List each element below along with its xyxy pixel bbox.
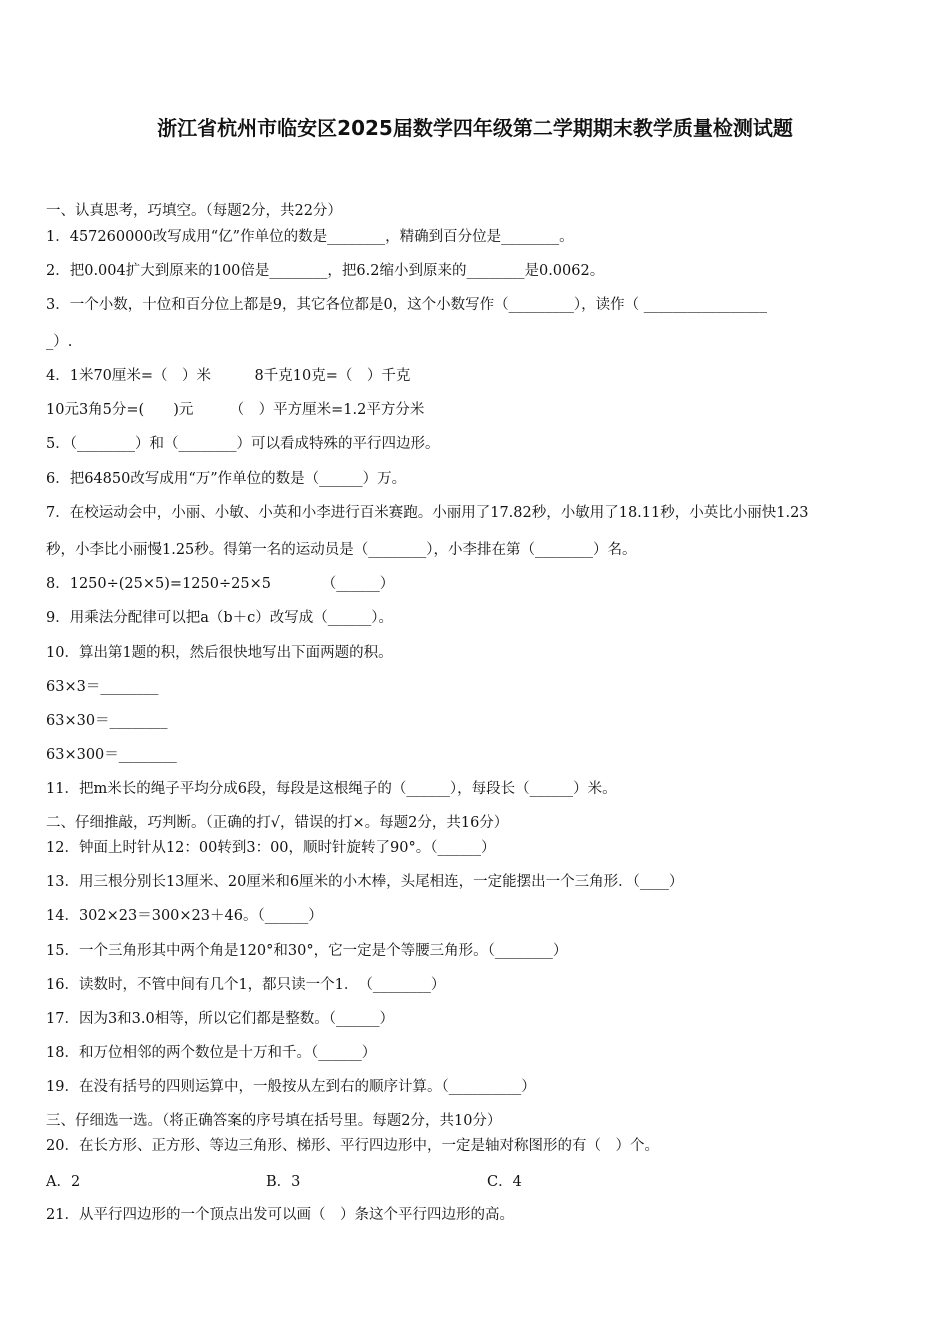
q20-option-b: B．3: [266, 1174, 301, 1190]
question-3-continued: _）.: [46, 334, 73, 350]
question-12: 12．钟面上时针从12：00转到3：00，顺时针旋转了90°。（______）: [46, 840, 496, 856]
question-20: 20．在长方形、正方形、等边三角形、梯形、平行四边形中，一定是轴对称图形的有（ ）个。: [46, 1138, 659, 1154]
section-1-heading: 一、认真思考，巧填空。（每题2分，共22分）: [46, 203, 342, 219]
question-11: 11．把m米长的绳子平均分成6段，每段是这根绳子的（______），每段长（______）米。: [46, 781, 617, 797]
question-19: 19．在没有括号的四则运算中，一般按从左到右的顺序计算。（__________）: [46, 1079, 536, 1095]
question-9: 9．用乘法分配律可以把a（b＋c）改写成（______）。: [46, 610, 394, 626]
question-5: 5．（________）和（________）可以看成特殊的平行四边形。: [46, 436, 440, 452]
question-8: 8．1250÷(25×5)=1250÷25×5 （______）: [46, 576, 395, 592]
section-3-heading: 三、仔细选一选。（将正确答案的序号填在括号里。每题2分，共10分）: [46, 1113, 502, 1129]
question-17: 17．因为3和3.0相等，所以它们都是整数。（______）: [46, 1011, 394, 1027]
page-title: 浙江省杭州市临安区2025届数学四年级第二学期期末教学质量检测试题: [157, 116, 793, 140]
question-7: 7．在校运动会中，小丽、小敏、小英和小李进行百米赛跑。小丽用了17.82秒，小敏用了18.11秒，小英比小丽快1.23: [46, 505, 809, 521]
q20-option-a: A．2: [46, 1174, 81, 1190]
question-10-item-2: 63×30＝________: [46, 713, 168, 729]
section-2-heading: 二、仔细推敲，巧判断。（正确的打√，错误的打×。每题2分，共16分）: [46, 815, 509, 831]
question-7-continued: 秒，小李比小丽慢1.25秒。得第一名的运动员是（________），小李排在第（________）名。: [46, 542, 637, 558]
question-1: 1．457260000改写成用“亿”作单位的数是________，精确到百分位是________。: [46, 229, 574, 245]
question-18: 18．和万位相邻的两个数位是十万和千。（______）: [46, 1045, 377, 1061]
question-10: 10．算出第1题的积，然后很快地写出下面两题的积。: [46, 645, 393, 661]
question-10-item-3: 63×300＝________: [46, 747, 177, 763]
question-21: 21．从平行四边形的一个顶点出发可以画（ ）条这个平行四边形的高。: [46, 1207, 514, 1223]
question-10-item-1: 63×3＝________: [46, 679, 159, 695]
question-6: 6．把64850改写成用“万”作单位的数是（______）万。: [46, 471, 407, 487]
question-14: 14．302×23＝300×23＋46。（______）: [46, 908, 323, 924]
question-4-line-1: 4．1米70厘米=（ ）米 8千克10克=（ ）千克: [46, 368, 411, 384]
q20-option-c: C．4: [487, 1174, 522, 1190]
question-16: 16．读数时，不管中间有几个1，都只读一个1． （________）: [46, 977, 446, 993]
question-15: 15．一个三角形其中两个角是120°和30°，它一定是个等腰三角形。（________）: [46, 943, 568, 959]
question-2: 2．把0.004扩大到原来的100倍是________，把6.2缩小到原来的________是0.0062。: [46, 263, 605, 279]
question-4-line-2: 10元3角5分=( )元 （ ）平方厘米=1.2平方分米: [46, 402, 425, 418]
question-3: 3．一个小数，十位和百分位上都是9，其它各位都是0，这个小数写作（_________），读作（ _________________: [46, 297, 768, 313]
question-13: 13．用三根分别长13厘米、20厘米和6厘米的小木棒，头尾相连，一定能摆出一个三角形．（____）: [46, 874, 684, 890]
